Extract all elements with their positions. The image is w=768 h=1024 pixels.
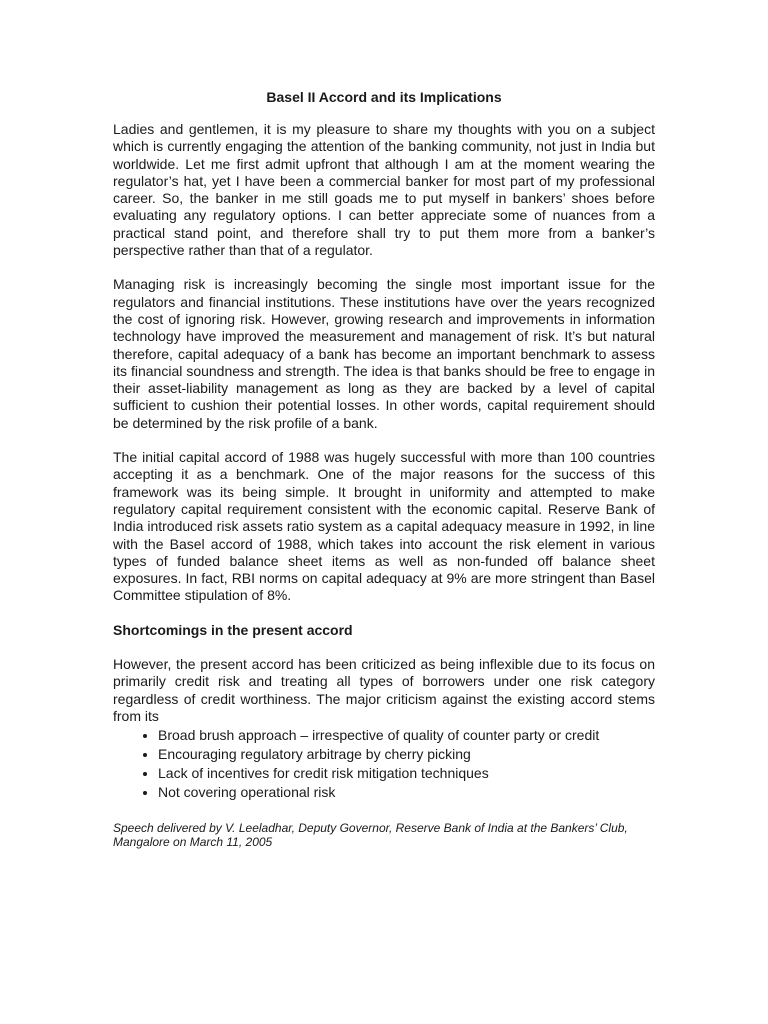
list-item: • Lack of incentives for credit risk mitigation techniques xyxy=(158,764,655,783)
list-item: • Broad brush approach – irrespective of quality of counter party or credit xyxy=(158,726,655,745)
shortcomings-list xyxy=(113,726,655,802)
speech-footnote: Speech delivered by V. Leeladhar, Deputy Governor, Reserve Bank of India at the Bankers’ Club, Mangalore on March 11, 2005 xyxy=(113,821,628,850)
list-item: • Not covering operational risk xyxy=(158,783,655,802)
list-item: • Encouraging regulatory arbitrage by cherry picking xyxy=(158,745,655,764)
section-heading: Shortcomings in the present accord xyxy=(113,621,353,638)
paragraph-shortcomings: However, the present accord has been criticized as being inflexible due to its focus on primarily credit risk and treating all types of borrowers under one risk category regardless of credit worthiness. The major criticism against the existing accord stems from its xyxy=(113,656,655,724)
paragraph-initial-accord: The initial capital accord of 1988 was hugely successful with more than 100 countries accepting it as a benchmark. One of the major reasons for the success of this framework was its being simple. It brought in uniformity and attempted to make regulatory capital requirement consistent with the economic capital. Reserve Bank of India introduced risk assets ratio system as a capital adequacy measure in 1992, in line with the Basel accord of 1988, which takes into account the risk element in various types of funded balance sheet items as well as non-funded off balance sheet exposures. In fact, RBI norms on capital adequacy at 9% are more stringent than Basel Committee stipulation of 8%. xyxy=(113,449,655,604)
document-page xyxy=(113,88,655,849)
paragraph-managing-risk: Managing risk is increasingly becoming the single most important issue for the regulators and financial institutions. These institutions have over the years recognized the cost of ignoring risk. However, growing research and improvements in information technology have improved the measurement and management of risk. It’s but natural therefore, capital adequacy of a bank has become an important benchmark to assess its financial soundness and strength. The idea is that banks should be free to engage in their asset-liability management as long as they are backed by a level of capital sufficient to cushion their potential losses. In other words, capital requirement should be determined by the risk profile of a bank. xyxy=(113,276,655,431)
paragraph-intro: Ladies and gentlemen, it is my pleasure to share my thoughts with you on a subject which is currently engaging the attention of the banking community, not just in India but worldwide. Let me first admit upfront that although I am at the moment wearing the regulator’s hat, yet I have been a commercial banker for most part of my professional career. So, the banker in me still goads me to put myself in bankers’ shoes before evaluating any regulatory options. I can better appreciate some of nuances from a practical stand point, and therefore shall try to put them more from a banker’s perspective rather than that of a regulator. xyxy=(113,121,655,259)
document-title: Basel II Accord and its Implications xyxy=(266,89,502,105)
